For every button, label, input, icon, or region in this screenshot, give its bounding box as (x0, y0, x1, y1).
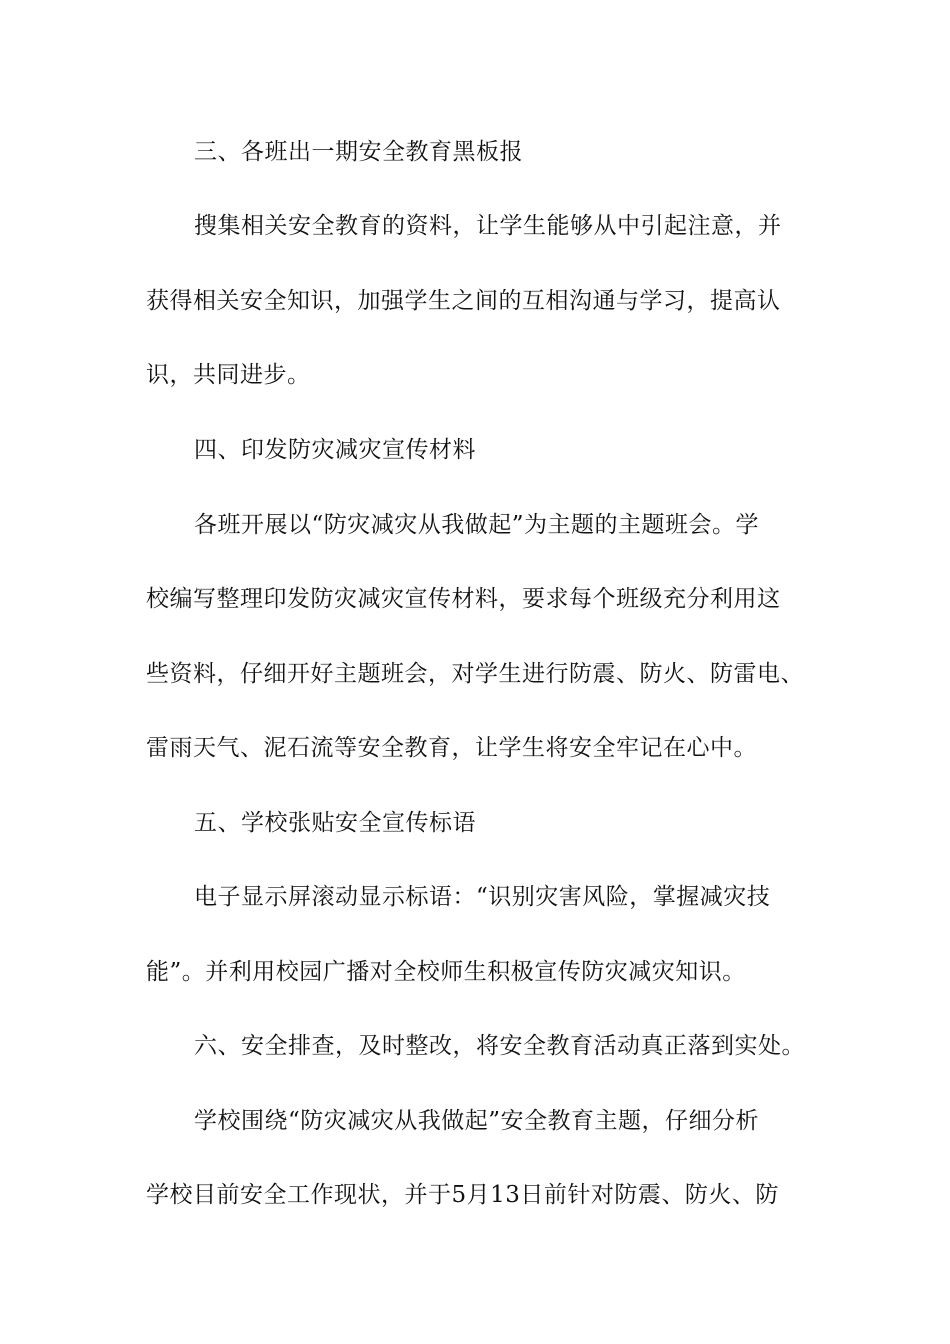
paragraph-line: 各班开展以“防灾减灾从我做起”为主题的主题班会。学 (194, 512, 760, 538)
section-heading-6: 六、安全排查，及时整改，将安全教育活动真正落到实处。 (194, 1033, 805, 1059)
paragraph-line: 获得相关安全知识，加强学生之间的互相沟通与学习，提高认 (146, 288, 781, 314)
paragraph-line: 校编写整理印发防灾减灾宣传材料，要求每个班级充分利用这 (146, 586, 781, 612)
paragraph-line: 学校围绕“防灾减灾从我做起”安全教育主题，仔细分析 (194, 1108, 760, 1134)
paragraph-line: 搜集相关安全教育的资料，让学生能够从中引起注意，并 (194, 213, 782, 239)
section-heading-4: 四、印发防灾减灾宣传材料 (194, 437, 476, 463)
paragraph-line: 些资料，仔细开好主题班会，对学生进行防震、防火、防雷电、 (146, 661, 804, 687)
section-heading-3: 三、各班出一期安全教育黑板报 (194, 139, 523, 165)
paragraph-line: 识，共同进步。 (146, 362, 311, 388)
section-heading-5: 五、学校张贴安全宣传标语 (194, 810, 476, 836)
paragraph-line: 雷雨天气、泥石流等安全教育，让学生将安全牢记在心中。 (146, 735, 757, 761)
paragraph-line: 学校目前安全工作现状，并于5月13日前针对防震、防火、防 (146, 1182, 779, 1208)
paragraph-line: 电子显示屏滚动显示标语：“识别灾害风险，掌握减灾技 (194, 884, 771, 910)
paragraph-line: 能”。并利用校园广播对全校师生积极宣传防灾减灾知识。 (146, 959, 746, 985)
